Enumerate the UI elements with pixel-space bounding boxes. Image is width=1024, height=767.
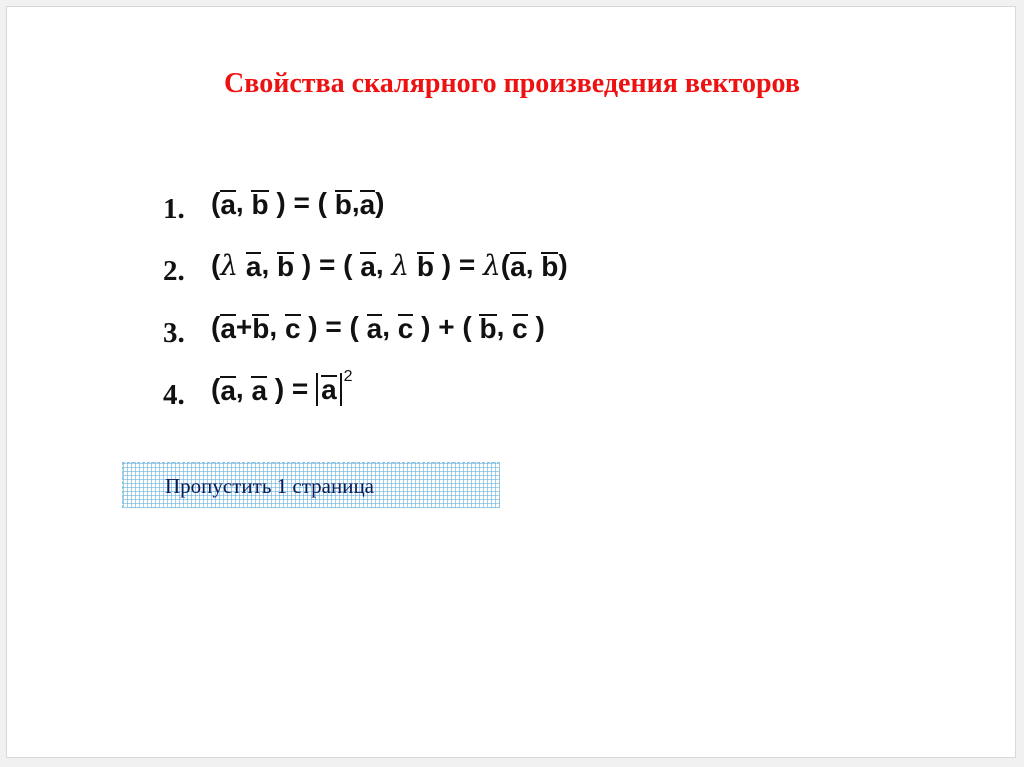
vector-b: b xyxy=(277,250,295,282)
skip-page-link[interactable]: Пропустить 1 страница xyxy=(122,462,500,508)
vector-a: a xyxy=(366,312,383,344)
paren: ( xyxy=(211,373,221,404)
paren: ( xyxy=(211,311,221,342)
paren: ) xyxy=(535,311,545,342)
comma: , xyxy=(235,187,244,218)
equals: ) = ( xyxy=(301,249,353,280)
equals: ) = xyxy=(274,373,309,404)
vector-b: b xyxy=(479,312,497,344)
lambda: λ xyxy=(391,248,410,282)
exponent: 2 xyxy=(343,368,353,385)
vector-a: a xyxy=(220,188,236,220)
comma: , xyxy=(269,311,278,342)
equals: ) = ( xyxy=(308,311,359,342)
formula-number: 3. xyxy=(163,316,185,349)
vector-c: c xyxy=(397,312,414,344)
formula-number: 1. xyxy=(163,192,185,225)
paren: ) xyxy=(558,249,568,280)
formula-1 xyxy=(163,172,568,234)
vector-b: b xyxy=(251,188,269,220)
vector-a: a xyxy=(245,250,262,282)
comma: , xyxy=(382,311,390,342)
formula-number: 2. xyxy=(163,254,185,287)
vector-b: b xyxy=(416,250,435,282)
comma: , xyxy=(351,187,360,218)
vector-a: a xyxy=(220,374,236,406)
vector-norm xyxy=(316,373,342,406)
paren: ( xyxy=(211,249,221,280)
vector-a: a xyxy=(251,374,268,406)
plus: ) + ( xyxy=(421,311,472,342)
vector-a: a xyxy=(321,373,337,405)
plus: + xyxy=(235,311,253,342)
formula-number: 4. xyxy=(163,378,185,411)
vector-a: a xyxy=(220,312,236,344)
vector-a: a xyxy=(360,250,376,282)
comma: , xyxy=(235,373,244,404)
formula-4 xyxy=(163,358,568,420)
paren: ) xyxy=(375,187,385,218)
vector-c: c xyxy=(284,312,301,344)
vector-a: a xyxy=(359,188,376,220)
lambda: λ xyxy=(483,248,501,282)
formula-3 xyxy=(163,296,568,358)
paren: ( xyxy=(211,187,221,218)
equals: ) = ( xyxy=(276,187,327,218)
slide-title: Свойства скалярного произведения векторов xyxy=(224,68,800,99)
comma: , xyxy=(261,249,270,280)
paren: ( xyxy=(500,249,511,280)
lambda: λ xyxy=(220,248,239,282)
vector-b: b xyxy=(252,312,270,344)
equals: ) = xyxy=(441,249,476,280)
formula-2 xyxy=(163,234,568,296)
comma: , xyxy=(525,249,534,280)
vector-b: b xyxy=(541,250,559,282)
vector-a: a xyxy=(510,250,526,282)
comma: , xyxy=(496,311,505,342)
vector-c: c xyxy=(512,312,528,344)
formula-list xyxy=(163,172,568,420)
vector-b: b xyxy=(334,188,352,220)
comma: , xyxy=(375,249,384,280)
